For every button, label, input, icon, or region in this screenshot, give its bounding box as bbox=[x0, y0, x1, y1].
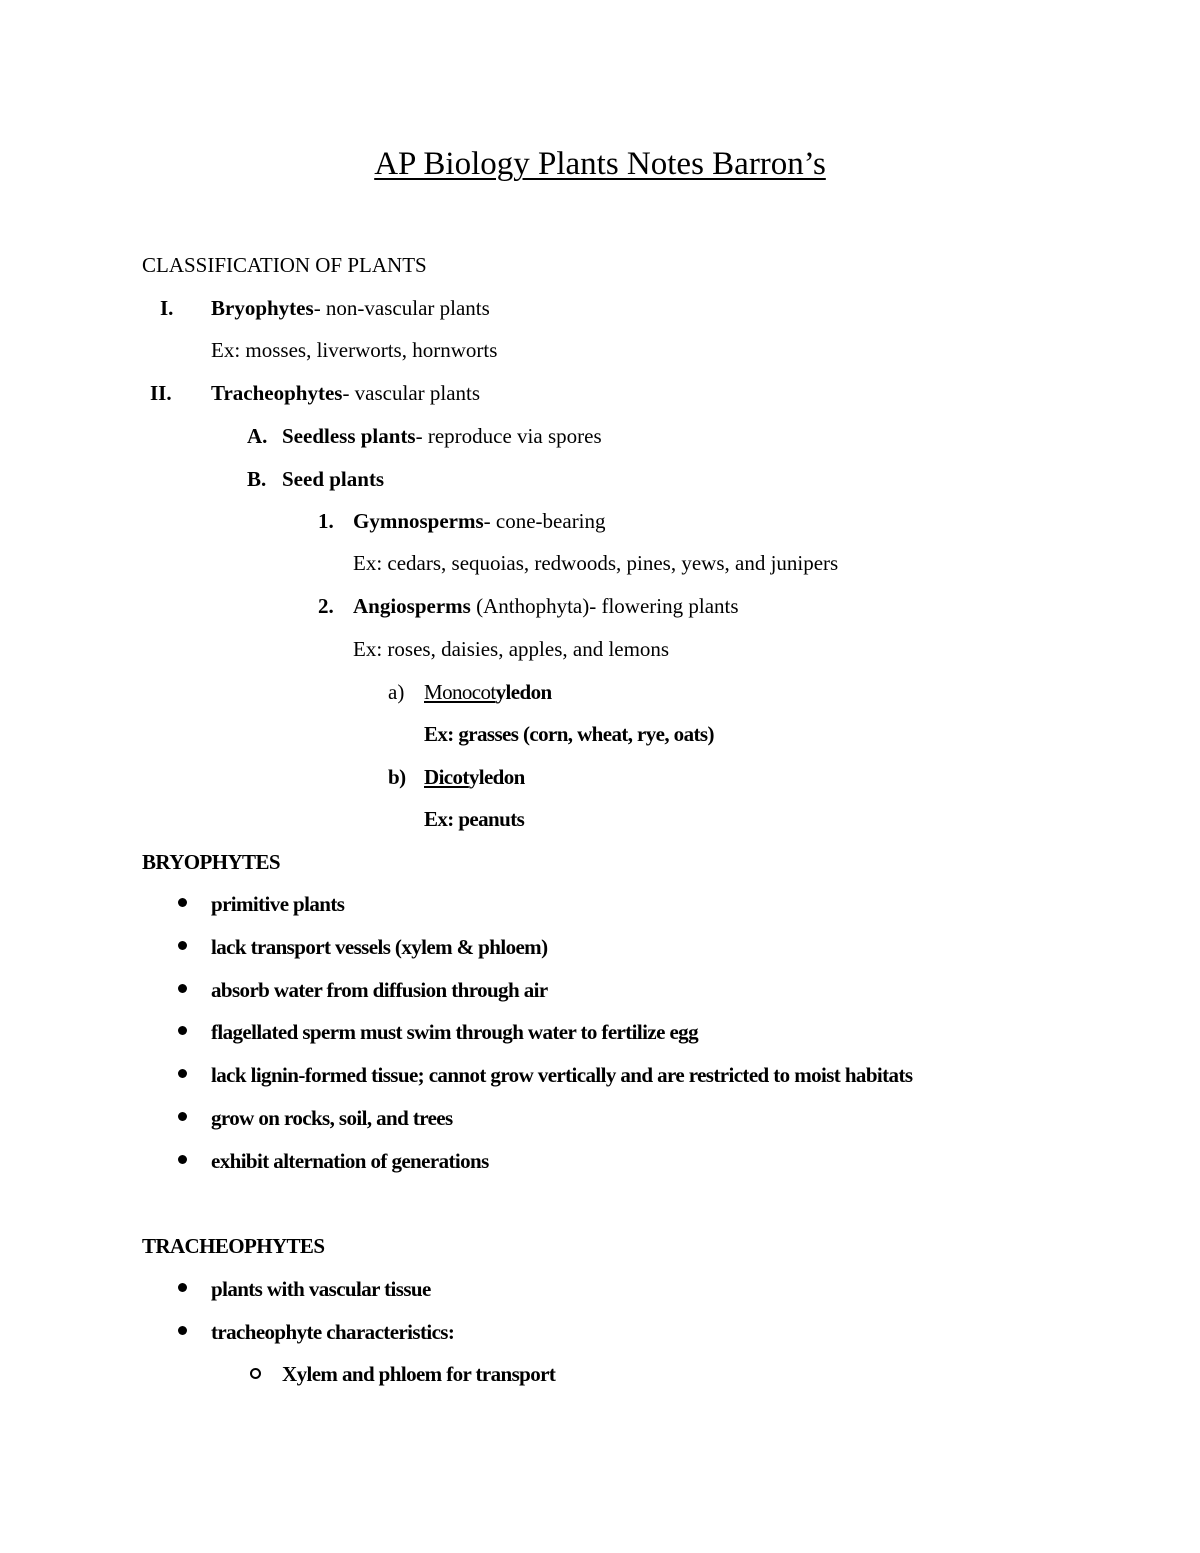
outline-marker-A: A. bbox=[247, 424, 268, 448]
term-gymnosperms: Gymnosperms bbox=[353, 509, 484, 533]
list-item: absorb water from diffusion through air bbox=[211, 978, 548, 1002]
term-monocot-underlined: Monocot bbox=[424, 680, 496, 704]
example-gymnosperms: Ex: cedars, sequoias, redwoods, pines, yews, and junipers bbox=[353, 551, 839, 575]
list-item: tracheophyte characteristics: bbox=[211, 1320, 455, 1344]
list-item: exhibit alternation of generations bbox=[211, 1149, 489, 1173]
list-item: plants with vascular tissue bbox=[211, 1277, 431, 1301]
desc-seedless-plants: - reproduce via spores bbox=[415, 424, 602, 448]
example-angiosperms: Ex: roses, daisies, apples, and lemons bbox=[353, 637, 670, 661]
outline-item-angiosperms bbox=[353, 593, 739, 619]
desc-bryophytes: - non-vascular plants bbox=[313, 296, 490, 320]
bullet-dot-icon bbox=[178, 984, 187, 993]
example-bryophytes: Ex: mosses, liverworts, hornworts bbox=[211, 338, 498, 362]
outline-item-seedless bbox=[282, 423, 602, 449]
example-monocotyledon: Ex: grasses (corn, wheat, rye, oats) bbox=[424, 722, 714, 746]
bullet-dot-icon bbox=[178, 1326, 187, 1335]
outline-item-tracheophytes bbox=[211, 380, 480, 406]
bryophytes-heading: BRYOPHYTES bbox=[142, 850, 280, 874]
desc-gymnosperms: - cone-bearing bbox=[483, 509, 606, 533]
term-dicot-underlined: Dicot bbox=[424, 765, 469, 789]
term-tracheophytes: Tracheophytes bbox=[211, 381, 343, 405]
list-item: grow on rocks, soil, and trees bbox=[211, 1106, 453, 1130]
list-item: flagellated sperm must swim through water to fertilize egg bbox=[211, 1020, 698, 1044]
outline-item-bryophytes bbox=[211, 295, 490, 321]
term-dicotyledon bbox=[424, 764, 525, 790]
bullet-dot-icon bbox=[178, 1155, 187, 1164]
tracheophytes-heading: TRACHEOPHYTES bbox=[142, 1234, 325, 1258]
outline-marker-B: B. bbox=[247, 467, 267, 491]
bullet-dot-icon bbox=[178, 1026, 187, 1035]
desc-tracheophytes: - vascular plants bbox=[342, 381, 481, 405]
desc-angiosperms: (Anthophyta)- flowering plants bbox=[470, 594, 739, 618]
list-item: primitive plants bbox=[211, 892, 345, 916]
term-bryophytes: Bryophytes bbox=[211, 296, 314, 320]
outline-marker-2: 2. bbox=[318, 594, 334, 618]
bullet-dot-icon bbox=[178, 941, 187, 950]
term-dicot-rest: yledon bbox=[468, 765, 525, 789]
outline-marker-II: II. bbox=[150, 381, 172, 405]
outline-marker-1: 1. bbox=[318, 509, 334, 533]
outline-item-gymnosperms bbox=[353, 508, 606, 534]
sub-list-item: Xylem and phloem for transport bbox=[282, 1362, 556, 1386]
term-monocotyledon bbox=[424, 679, 552, 705]
bullet-dot-icon bbox=[178, 898, 187, 907]
bullet-circle-icon bbox=[250, 1368, 261, 1379]
term-seedless-plants: Seedless plants bbox=[282, 424, 416, 448]
list-item: lack transport vessels (xylem & phloem) bbox=[211, 935, 548, 959]
term-monocot-rest: yledon bbox=[495, 680, 552, 704]
outline-marker-I: I. bbox=[160, 296, 174, 320]
outline-marker-a: a) bbox=[388, 680, 405, 704]
page-title: AP Biology Plants Notes Barron’s bbox=[374, 146, 826, 182]
classification-heading: CLASSIFICATION OF PLANTS bbox=[142, 253, 427, 277]
bullet-dot-icon bbox=[178, 1283, 187, 1292]
term-seed-plants: Seed plants bbox=[282, 467, 385, 491]
outline-marker-b: b) bbox=[388, 765, 406, 789]
bullet-dot-icon bbox=[178, 1069, 187, 1078]
bullet-dot-icon bbox=[178, 1112, 187, 1121]
example-dicotyledon: Ex: peanuts bbox=[424, 807, 525, 831]
term-angiosperms: Angiosperms bbox=[353, 594, 471, 618]
list-item: lack lignin-formed tissue; cannot grow vertically and are restricted to moist habitats bbox=[211, 1063, 913, 1087]
